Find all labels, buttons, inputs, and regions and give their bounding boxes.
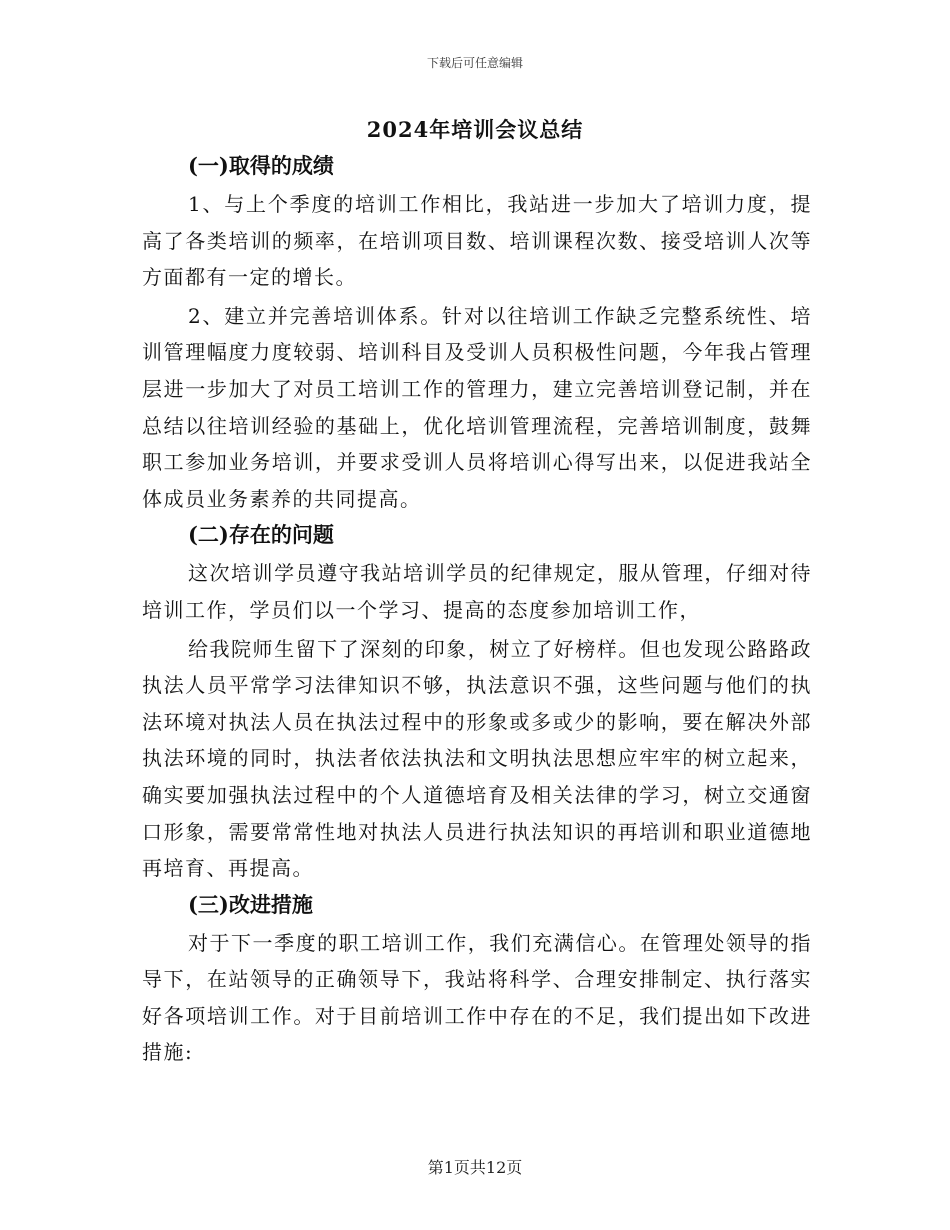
paragraph: 1、与上个季度的培训工作相比，我站进一步加大了培训力度，提高了各类培训的频率，在培训项目数、培训课程次数、接受培训人次等方面都有一定的增长。	[142, 192, 812, 290]
paragraph: 2、建立并完善培训体系。针对以往培训工作缺乏完整系统性、培训管理幅度力度较弱、培训科目及受训人员积极性问题，今年我占管理层进一步加大了对员工培训工作的管理力，建立完善培训登记制，并在总结以往培训经验的基础上，优化培训管理流程，完善培训制度，鼓舞职工参加业务培训，并要求受训人员将培训心得写出来，以促进我站全体成员业务素养的共同提高。	[142, 303, 812, 511]
page-number-footer: 第1页共12页	[427, 1158, 523, 1177]
section-heading-problems: (二)存在的问题	[188, 522, 334, 548]
section-heading-achievements: (一)取得的成绩	[188, 153, 334, 178]
document-body	[142, 148, 812, 1071]
paragraph: 对于下一季度的职工培训工作，我们充满信心。在管理处领导的指导下，在站领导的正确领导下，我站将科学、合理安排制定、执行落实好各项培训工作。对于目前培训工作中存在的不足，我们提出如下改进措施:	[142, 930, 812, 1065]
document-title: 2024年培训会议总结	[366, 117, 584, 142]
paragraph: 给我院师生留下了深刻的印象，树立了好榜样。但也发现公路路政执法人员平常学习法律知识不够，执法意识不强，这些问题与他们的执法环境对执法人员在执法过程中的形象或多或少的影响，要在解决外部执法环境的同时，执法者依法执法和文明执法思想应牢牢的树立起来，确实要加强执法过程中的个人道德培育及相关法律的学习，树立交通窗口形象，需要常常性地对执法人员进行执法知识的再培训和职业道德地再培育、再提高。	[142, 636, 812, 881]
section-heading-improvements: (三)改进措施	[188, 891, 313, 917]
paragraph: 这次培训学员遵守我站培训学员的纪律规定，服从管理，仔细对待培训工作，学员们以一个学习、提高的态度参加培训工作，	[142, 561, 812, 622]
header-note: 下载后可任意编辑	[426, 56, 523, 70]
